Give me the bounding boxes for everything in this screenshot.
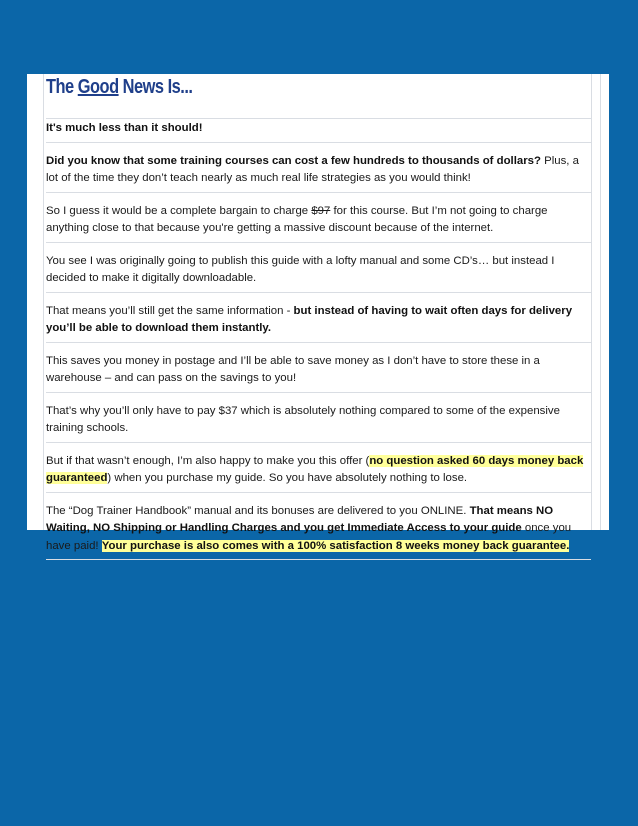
struck-price: $97 — [311, 204, 331, 217]
bold-text: It's much less than it should! — [46, 122, 203, 134]
document-panel — [27, 74, 609, 552]
title-part: The — [46, 76, 78, 98]
heading-row — [46, 74, 591, 119]
document-content — [46, 74, 591, 560]
bold-text: That means NO — [469, 504, 554, 517]
paragraph-6: This saves you money in postage and I’ll be able to save money as I don’t have to store these in a warehouse – and can pass on the savings to you! — [46, 352, 591, 393]
title-part: News Is... — [118, 76, 193, 98]
grid-line — [43, 74, 44, 530]
highlighted-text: guaranteed — [46, 472, 108, 484]
paragraph-8: But if that wasn’t enough, I’m also happy to make you this offer (no question asked 60 days money back guaranteed) when you purchase my guide. So you have absolutely nothing to lose. — [46, 452, 591, 493]
paragraph-1 — [46, 119, 591, 143]
highlighted-text: no question asked 60 days money back — [369, 454, 584, 467]
paragraph-7: That’s why you’ll only have to pay $37 which is absolutely nothing compared to some of the expensive training schools. — [46, 402, 591, 443]
paragraph-9: The “Dog Trainer Handbook” manual and its bonuses are delivered to you ONLINE. That means NO Waiting, NO Shipping or Handling Charges and you get Immediate Access to your guide once you have paid! Your purchase is also comes with a 100% satisfaction 8 weeks money back guarantee. — [46, 502, 591, 561]
bold-text: but instead of having to wait often days for delivery — [293, 304, 573, 317]
title-emphasis: Good — [77, 76, 119, 98]
highlighted-text: Your purchase is also comes with a 100% satisfaction 8 weeks money back guarantee. — [101, 539, 570, 552]
bold-text: Waiting, NO Shipping or Handling Charges and you get Immediate Access to your guide — [46, 522, 522, 534]
paragraph-3: So I guess it would be a complete bargain to charge $97 for this course. But I’m not going to charge anything close to that because you're getting a massive discount because of the internet. — [46, 202, 591, 243]
paragraph-2: Did you know that some training courses can cost a few hundreds to thousands of dollars? Plus, a lot of the time they don’t teach nearly as much real life strategies as you would think! — [46, 152, 591, 193]
bold-text: you’ll be able to download them instantly. — [46, 322, 272, 334]
bold-text: Did you know that some training courses can cost a few hundreds to thousands of dollars? — [46, 154, 541, 167]
page-title — [46, 76, 193, 98]
grid-line — [600, 74, 601, 530]
paragraph-4: You see I was originally going to publish this guide with a lofty manual and some CD’s… but instead I decided to make it digitally downloadable. — [46, 252, 591, 293]
grid-line — [591, 74, 592, 530]
paragraph-5: That means you’ll still get the same information - but instead of having to wait often days for delivery you’ll be able to download them instantly. — [46, 302, 591, 343]
